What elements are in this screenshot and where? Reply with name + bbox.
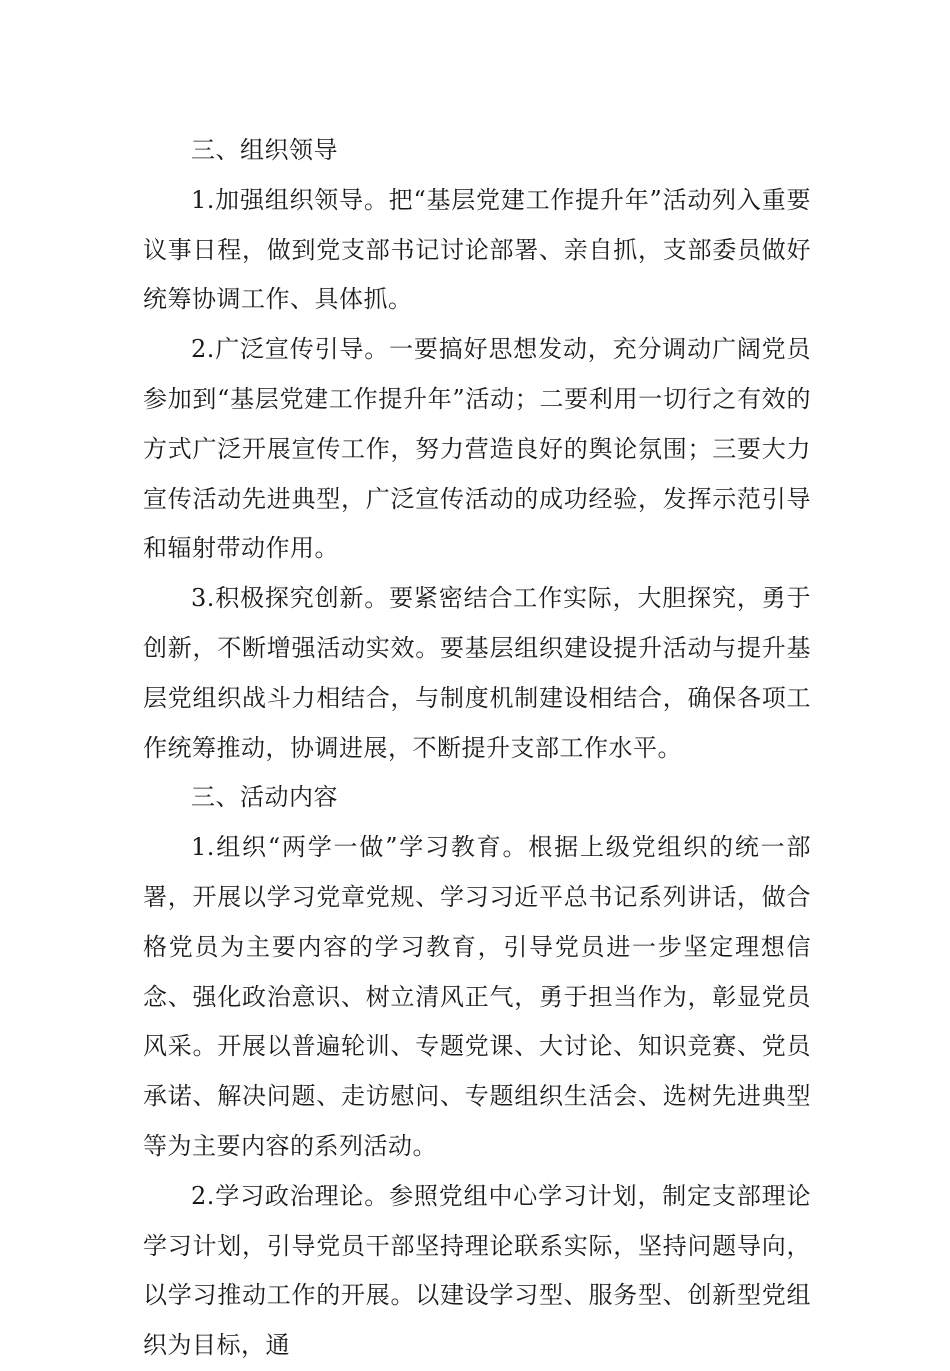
document-body	[143, 126, 811, 1371]
paragraph-explore-innovation: 3.积极探究创新。要紧密结合工作实际，大胆探究，勇于创新，不断增强活动实效。要基层组织建设提升活动与提升基层党组织战斗力相结合，与制度机制建设相结合，确保各项工作统筹推动，协调进展，不断提升支部工作水平。	[143, 584, 811, 762]
paragraph-two-studies-one-action: 1.组织“两学一做”学习教育。根据上级党组织的统一部署，开展以学习党章党规、学习习近平总书记系列讲话，做合格党员为主要内容的学习教育，引导党员进一步坚定理想信念、强化政治意识、树立清风正气，勇于担当作为，彰显党员风采。开展以普遍轮训、专题党课、大讨论、知识竞赛、党员承诺、解决问题、走访慰问、专题组织生活会、选树先进典型等为主要内容的系列活动。	[143, 833, 811, 1160]
section-heading-organization-leadership: 三、组织领导	[191, 136, 338, 164]
section-heading-activity-content: 三、活动内容	[191, 783, 338, 812]
paragraph-political-theory-study: 2.学习政治理论。参照党组中心学习计划，制定支部理论学习计划，引导党员干部坚持理论联系实际，坚持问题导向，以学习推动工作的开展。以建设学习型、服务型、创新型党组织为目标，通	[143, 1181, 811, 1360]
paragraph-publicity-guidance: 2.广泛宣传引导。一要搞好思想发动，充分调动广阔党员参加到“基层党建工作提升年”活动；二要利用一切行之有效的方式广泛开展宣传工作，努力营造良好的舆论氛围；三要大力宣传活动先进典型，广泛宣传活动的成功经验，发挥示范引导和辐射带动作用。	[143, 335, 811, 563]
paragraph-strengthen-leadership: 1.加强组织领导。把“基层党建工作提升年”活动列入重要议事日程，做到党支部书记讨论部署、亲自抓，支部委员做好统筹协调工作、具体抓。	[143, 185, 811, 314]
